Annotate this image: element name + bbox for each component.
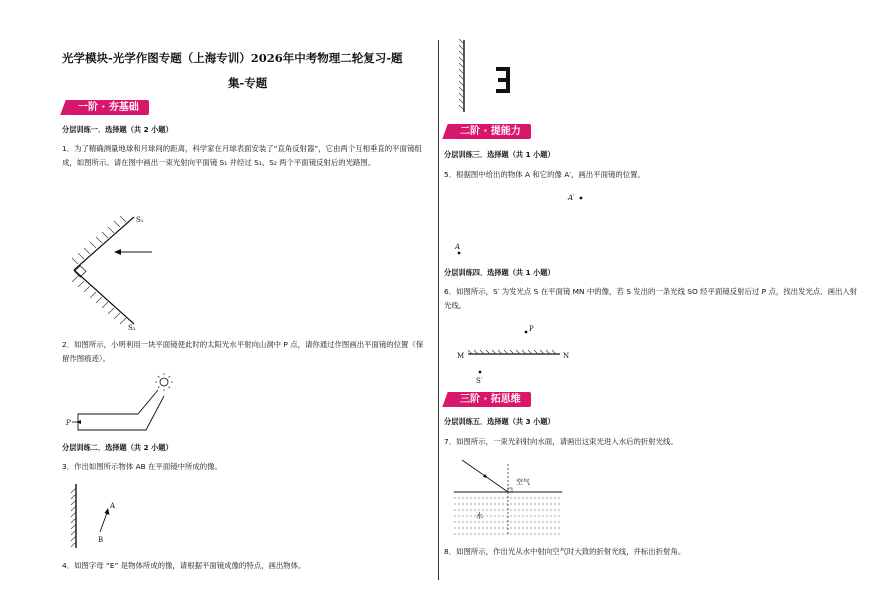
- figure-5-object-and-image: [450, 190, 610, 260]
- label-a-prime: A′: [568, 194, 575, 202]
- label-water: 水: [476, 512, 483, 520]
- label-s1: S₁: [136, 216, 144, 224]
- question-8: 8．如图所示，作出光从水中射向空气时大致的折射光线，并标出折射角。: [444, 547, 686, 556]
- page-title-line2: 集-专题: [228, 76, 268, 90]
- label-a: A: [110, 502, 116, 510]
- figure-4-mirror-and-letter-e: [456, 36, 536, 116]
- figure-1-corner-reflector: [66, 212, 186, 332]
- label-a-object: A: [455, 243, 461, 251]
- sun-icon: [160, 378, 168, 386]
- section-2-heading: 分层训练二．选择题（共 2 小题）: [62, 443, 173, 452]
- section-5-heading: 分层训练五．选择题（共 3 小题）: [444, 417, 555, 426]
- question-6: 6．如图所示，S′ 为发光点 S 在平面镜 MN 中的像，若 S 发出的一条光线 SO 经平面镜反射后过 P 点，找出发光点、画出入射光线。: [444, 287, 858, 310]
- question-7: 7．如图所示，一束光斜射向水面，请画出这束光进入水后的折射光线。: [444, 437, 678, 446]
- figure-7-light-into-water: [454, 456, 574, 536]
- banner-tip: [442, 124, 455, 139]
- label-air: 空气: [516, 478, 530, 486]
- page-title-line1: 光学模块-光学作图专题（上海专训）2026年中考物理二轮复习-题: [62, 51, 403, 65]
- right-column: [442, 0, 870, 615]
- label-m: M: [457, 352, 465, 360]
- question-1: 1．为了精确测量地球和月球间的距离，科学家在月球表面安装了“直角反射器”，它由两个互相垂直的平面镜组成，如图所示。请在图中画出一束光射向平面镜 S₁ 并经过 S₁、S₂ 两个平面镜反射后的光路图。: [62, 144, 422, 167]
- label-n: N: [563, 352, 570, 360]
- label-s-prime: S′: [476, 377, 483, 385]
- stage2-banner-label: 二阶 · 提能力: [460, 126, 521, 137]
- stage2-banner: [450, 124, 531, 139]
- label-p6: P: [529, 325, 534, 333]
- question-4: 4．如图字母 “E” 是物体所成的像，请根据平面镜成像的特点，画出物体。: [62, 561, 306, 570]
- label-s2: S₂: [128, 324, 136, 332]
- section-3-heading: 分层训练三．选择题（共 1 小题）: [444, 150, 555, 159]
- banner-tip: [442, 392, 455, 407]
- section-1-heading: 分层训练一．选择题（共 2 小题）: [62, 125, 173, 134]
- figure-6-mirror-mn: [456, 322, 586, 385]
- figure-2-sun-and-cave: [66, 372, 190, 432]
- section-4-heading: 分层训练四．选择题（共 1 小题）: [444, 268, 555, 277]
- stage3-banner-label: 三阶 · 拓思维: [460, 394, 521, 405]
- question-2: 2．如图所示，小明利用一块平面镜使此时的太阳光水平射向山洞中 P 点，请你通过作图画出平面镜的位置（保留作图痕迹）。: [62, 340, 424, 363]
- label-b: B: [98, 536, 104, 544]
- letter-e-image: [496, 67, 510, 93]
- question-5: 5．根据图中给出的物体 A 和它的像 A′，画出平面镜的位置。: [444, 170, 645, 179]
- label-p: P: [66, 419, 71, 427]
- stage1-banner-label: 一阶 · 夯基础: [78, 102, 139, 113]
- stage3-banner: [450, 392, 531, 407]
- question-3: 3．作出如图所示物体 AB 在平面镜中所成的像。: [62, 462, 222, 471]
- stage1-banner: [68, 100, 149, 115]
- figure-3-mirror-and-arrow: [68, 482, 138, 552]
- column-divider: [438, 40, 439, 580]
- banner-tip: [60, 100, 73, 115]
